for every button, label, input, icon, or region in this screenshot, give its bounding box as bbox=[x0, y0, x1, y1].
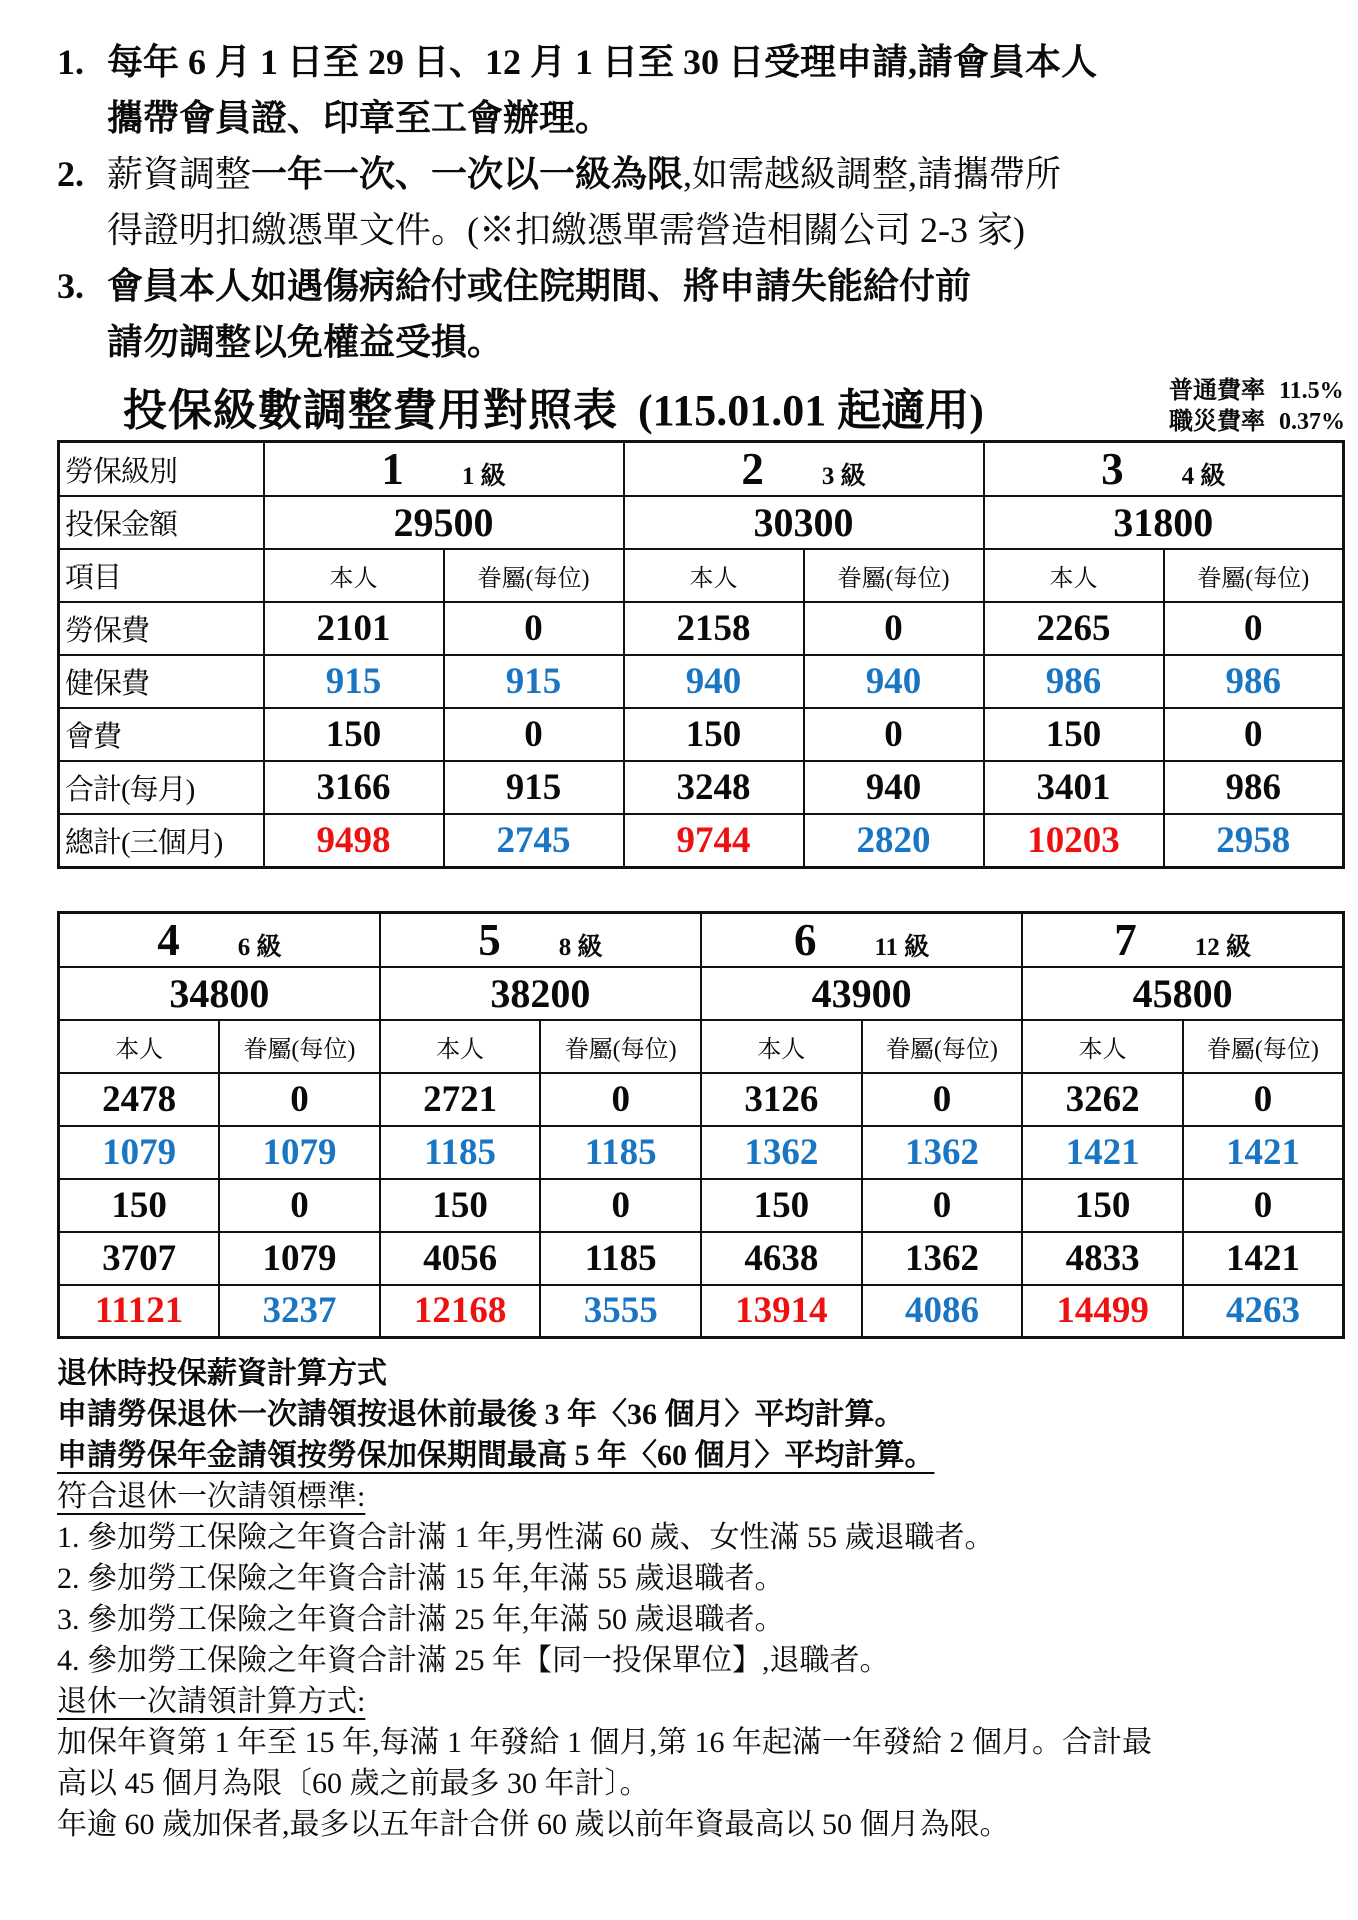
column-header: 本人 bbox=[380, 1020, 541, 1073]
note-text bbox=[107, 34, 1345, 146]
value-cell: 986 bbox=[1164, 761, 1344, 814]
value-cell: 4833 bbox=[1022, 1232, 1183, 1285]
note-line: 會員本人如遇傷病給付或住院期間、將申請失能給付前 bbox=[107, 266, 972, 306]
table-row bbox=[59, 1232, 1344, 1285]
value-cell: 150 bbox=[624, 708, 804, 761]
value-cell: 9744 bbox=[624, 814, 804, 867]
value-cell: 0 bbox=[444, 602, 624, 655]
column-header: 眷屬(每位) bbox=[444, 549, 624, 602]
value-cell: 11121 bbox=[59, 1285, 220, 1338]
level-number: 5 bbox=[478, 914, 501, 965]
level-cell bbox=[380, 912, 701, 967]
fee-table-levels-4-7 bbox=[57, 911, 1345, 1340]
value-cell: 150 bbox=[984, 708, 1164, 761]
calc-line: 年逾 60 歲加保者,最多以五年計合併 60 歲以前年資最高以 50 個月為限。 bbox=[57, 1808, 1010, 1841]
value-cell: 2721 bbox=[380, 1073, 541, 1126]
value-cell: 0 bbox=[862, 1179, 1023, 1232]
value-cell: 4638 bbox=[701, 1232, 862, 1285]
value-cell: 986 bbox=[984, 655, 1164, 708]
value-cell: 2478 bbox=[59, 1073, 220, 1126]
table-row bbox=[59, 814, 1344, 867]
level-cell bbox=[1022, 912, 1343, 967]
criteria-item: 4. 參加勞工保險之年資合計滿 25 年【同一投保單位】,退職者。 bbox=[57, 1644, 890, 1677]
pension-rule: 申請勞保年金請領按勞保加保期間最高 5 年〈60 個月〉平均計算。 bbox=[57, 1439, 935, 1472]
fee-table bbox=[57, 440, 1345, 869]
value-cell: 4263 bbox=[1183, 1285, 1344, 1338]
value-cell: 0 bbox=[444, 708, 624, 761]
retirement-heading: 退休時投保薪資計算方式 bbox=[57, 1357, 387, 1390]
value-cell: 0 bbox=[219, 1179, 380, 1232]
value-cell: 1421 bbox=[1183, 1126, 1344, 1179]
column-header: 本人 bbox=[984, 549, 1164, 602]
note-line: ,如需越級調整,請攜帶所 bbox=[683, 154, 1062, 194]
table-row bbox=[59, 1126, 1344, 1179]
page-title: 投保級數調整費用對照表 bbox=[123, 386, 618, 435]
value-cell: 0 bbox=[1183, 1179, 1344, 1232]
table-row bbox=[59, 1020, 1344, 1073]
value-cell: 915 bbox=[444, 761, 624, 814]
value-cell: 0 bbox=[540, 1073, 701, 1126]
note-line-emphasis: 一年一次、一次以一級為限 bbox=[251, 154, 684, 194]
value-cell: 2958 bbox=[1164, 814, 1344, 867]
note-number: 3. bbox=[57, 266, 84, 306]
value-cell: 1185 bbox=[540, 1232, 701, 1285]
level-grade: 4 級 bbox=[1181, 463, 1226, 490]
column-header: 本人 bbox=[1022, 1020, 1183, 1073]
value-cell: 2820 bbox=[804, 814, 984, 867]
notes-section bbox=[57, 34, 1345, 370]
occupational-rate bbox=[1169, 407, 1345, 438]
effective-date: (115.01.01 起適用) bbox=[638, 386, 984, 435]
insured-amount-cell: 45800 bbox=[1022, 967, 1343, 1020]
level-cell bbox=[59, 912, 380, 967]
column-header: 眷屬(每位) bbox=[219, 1020, 380, 1073]
value-cell: 3248 bbox=[624, 761, 804, 814]
value-cell: 2265 bbox=[984, 602, 1164, 655]
value-cell: 0 bbox=[1164, 602, 1344, 655]
table-row bbox=[59, 602, 1344, 655]
row-label: 總計(三個月) bbox=[59, 814, 264, 867]
value-cell: 150 bbox=[264, 708, 444, 761]
criteria-heading: 符合退休一次請領標準: bbox=[57, 1480, 366, 1513]
table-row bbox=[59, 1073, 1344, 1126]
note-number: 1. bbox=[57, 42, 84, 82]
value-cell: 915 bbox=[444, 655, 624, 708]
table-row bbox=[59, 708, 1344, 761]
value-cell: 0 bbox=[219, 1073, 380, 1126]
insured-amount-cell: 31800 bbox=[984, 496, 1344, 549]
insured-amount-cell: 30300 bbox=[624, 496, 984, 549]
insured-amount-cell: 43900 bbox=[701, 967, 1022, 1020]
ordinary-rate bbox=[1169, 376, 1345, 407]
table-row bbox=[59, 1285, 1344, 1338]
value-cell: 14499 bbox=[1022, 1285, 1183, 1338]
calc-line: 加保年資第 1 年至 15 年,每滿 1 年發給 1 個月,第 16 年起滿一年發給 2 個月。合計最 bbox=[57, 1726, 1152, 1759]
note-line: 每年 6 月 1 日至 29 日、12 月 1 日至 30 日受理申請,請會員本人 bbox=[107, 42, 1098, 82]
fee-table bbox=[57, 911, 1345, 1340]
insured-amount-cell: 38200 bbox=[380, 967, 701, 1020]
value-cell: 1079 bbox=[219, 1126, 380, 1179]
value-cell: 0 bbox=[1164, 708, 1344, 761]
value-cell: 1079 bbox=[59, 1126, 220, 1179]
level-grade: 8 級 bbox=[558, 933, 603, 961]
value-cell: 940 bbox=[804, 655, 984, 708]
note-text bbox=[107, 258, 1345, 370]
insured-amount-cell: 34800 bbox=[59, 967, 380, 1020]
value-cell: 150 bbox=[701, 1179, 862, 1232]
column-header: 眷屬(每位) bbox=[804, 549, 984, 602]
row-label: 勞保費 bbox=[59, 602, 264, 655]
rates-block bbox=[1169, 374, 1345, 438]
table-title-row bbox=[57, 374, 1345, 440]
rate-value: 11.5% bbox=[1279, 378, 1344, 404]
table-row bbox=[59, 549, 1344, 602]
row-label: 勞保級別 bbox=[59, 442, 264, 497]
fee-table-levels-1-3 bbox=[57, 440, 1345, 869]
insured-amount-cell: 29500 bbox=[264, 496, 624, 549]
level-grade: 12 級 bbox=[1194, 933, 1251, 961]
row-label: 合計(每月) bbox=[59, 761, 264, 814]
value-cell: 1362 bbox=[701, 1126, 862, 1179]
value-cell: 0 bbox=[862, 1073, 1023, 1126]
value-cell: 1421 bbox=[1183, 1232, 1344, 1285]
value-cell: 2745 bbox=[444, 814, 624, 867]
value-cell: 150 bbox=[1022, 1179, 1183, 1232]
level-grade: 1 級 bbox=[461, 463, 506, 490]
note-text bbox=[107, 146, 1345, 258]
level-number: 3 bbox=[1101, 444, 1124, 494]
note-line: 得證明扣繳憑單文件。(※扣繳憑單需營造相關公司 2-3 家) bbox=[107, 210, 1025, 250]
value-cell: 150 bbox=[380, 1179, 541, 1232]
rate-label: 職災費率 bbox=[1169, 409, 1265, 435]
column-header: 眷屬(每位) bbox=[1183, 1020, 1344, 1073]
value-cell: 940 bbox=[624, 655, 804, 708]
value-cell: 1362 bbox=[862, 1232, 1023, 1285]
note-item-1 bbox=[57, 34, 1345, 146]
retirement-info-section bbox=[57, 1353, 1345, 1845]
row-label: 健保費 bbox=[59, 655, 264, 708]
level-grade: 11 級 bbox=[874, 933, 930, 961]
rate-label: 普通費率 bbox=[1169, 378, 1265, 404]
value-cell: 1079 bbox=[219, 1232, 380, 1285]
column-header: 本人 bbox=[701, 1020, 862, 1073]
level-number: 4 bbox=[157, 914, 180, 965]
value-cell: 12168 bbox=[380, 1285, 541, 1338]
value-cell: 3555 bbox=[540, 1285, 701, 1338]
calc-heading: 退休一次請領計算方式: bbox=[57, 1685, 366, 1718]
value-cell: 13914 bbox=[701, 1285, 862, 1338]
note-line: 請勿調整以免權益受損。 bbox=[107, 322, 504, 362]
value-cell: 0 bbox=[804, 602, 984, 655]
level-cell bbox=[984, 442, 1344, 497]
value-cell: 9498 bbox=[264, 814, 444, 867]
table-row bbox=[59, 912, 1344, 967]
value-cell: 2158 bbox=[624, 602, 804, 655]
note-number: 2. bbox=[57, 154, 84, 194]
value-cell: 1362 bbox=[862, 1126, 1023, 1179]
value-cell: 4056 bbox=[380, 1232, 541, 1285]
row-label: 會費 bbox=[59, 708, 264, 761]
column-header: 本人 bbox=[624, 549, 804, 602]
column-header: 眷屬(每位) bbox=[1164, 549, 1344, 602]
value-cell: 10203 bbox=[984, 814, 1164, 867]
table-row bbox=[59, 655, 1344, 708]
level-number: 2 bbox=[741, 444, 764, 494]
level-cell bbox=[264, 442, 624, 497]
value-cell: 3262 bbox=[1022, 1073, 1183, 1126]
value-cell: 0 bbox=[540, 1179, 701, 1232]
criteria-item: 1. 參加勞工保險之年資合計滿 1 年,男性滿 60 歲、女性滿 55 歲退職者。 bbox=[57, 1521, 995, 1554]
value-cell: 3237 bbox=[219, 1285, 380, 1338]
value-cell: 2101 bbox=[264, 602, 444, 655]
value-cell: 915 bbox=[264, 655, 444, 708]
value-cell: 0 bbox=[804, 708, 984, 761]
value-cell: 986 bbox=[1164, 655, 1344, 708]
value-cell: 3401 bbox=[984, 761, 1164, 814]
value-cell: 0 bbox=[1183, 1073, 1344, 1126]
lump-sum-rule: 申請勞保退休一次請領按退休前最後 3 年〈36 個月〉平均計算。 bbox=[57, 1398, 905, 1431]
value-cell: 1185 bbox=[540, 1126, 701, 1179]
value-cell: 4086 bbox=[862, 1285, 1023, 1338]
column-header: 眷屬(每位) bbox=[540, 1020, 701, 1073]
table-row bbox=[59, 967, 1344, 1020]
value-cell: 3707 bbox=[59, 1232, 220, 1285]
note-line: 攜帶會員證、印章至工會辦理。 bbox=[107, 98, 612, 138]
calc-line: 高以 45 個月為限〔60 歲之前最多 30 年計〕。 bbox=[57, 1767, 650, 1800]
value-cell: 3126 bbox=[701, 1073, 862, 1126]
column-header: 本人 bbox=[264, 549, 444, 602]
level-number: 1 bbox=[381, 444, 404, 494]
criteria-item: 3. 參加勞工保險之年資合計滿 25 年,年滿 50 歲退職者。 bbox=[57, 1603, 785, 1636]
rate-value: 0.37% bbox=[1279, 409, 1345, 435]
note-item-2 bbox=[57, 146, 1345, 258]
level-grade: 6 級 bbox=[237, 933, 282, 961]
table-row bbox=[59, 1179, 1344, 1232]
value-cell: 1421 bbox=[1022, 1126, 1183, 1179]
value-cell: 150 bbox=[59, 1179, 220, 1232]
column-header: 眷屬(每位) bbox=[862, 1020, 1023, 1073]
level-grade: 3 級 bbox=[821, 463, 866, 490]
value-cell: 1185 bbox=[380, 1126, 541, 1179]
note-line: 薪資調整 bbox=[107, 154, 252, 194]
table-row bbox=[59, 761, 1344, 814]
table-row bbox=[59, 442, 1344, 497]
level-number: 7 bbox=[1114, 914, 1137, 965]
value-cell: 940 bbox=[804, 761, 984, 814]
criteria-item: 2. 參加勞工保險之年資合計滿 15 年,年滿 55 歲退職者。 bbox=[57, 1562, 785, 1595]
row-label: 項目 bbox=[59, 549, 264, 602]
level-number: 6 bbox=[793, 914, 817, 965]
table-row bbox=[59, 496, 1344, 549]
note-item-3 bbox=[57, 258, 1345, 370]
row-label: 投保金額 bbox=[59, 496, 264, 549]
level-cell bbox=[624, 442, 984, 497]
column-header: 本人 bbox=[59, 1020, 220, 1073]
level-cell bbox=[701, 912, 1022, 967]
value-cell: 3166 bbox=[264, 761, 444, 814]
